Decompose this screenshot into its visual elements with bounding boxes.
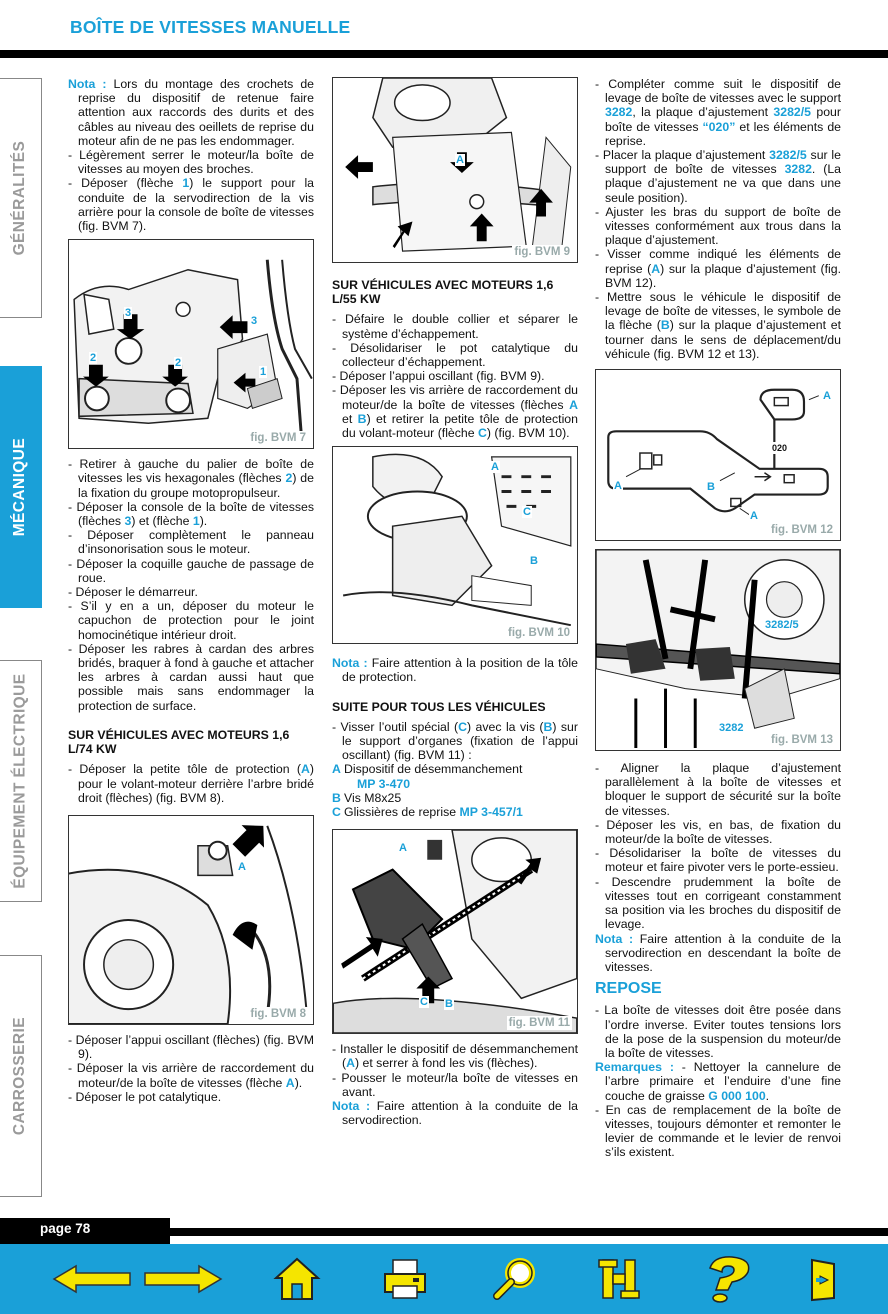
page-title: BOÎTE DE VITESSES MANUELLE (70, 17, 351, 37)
figure-illustration (333, 447, 577, 643)
remarques: Remarques : - Nettoyer la cannelure de l’arbre primaire et l’enduire d’une fine couche de graisse G 000 100. (595, 1060, 841, 1103)
tab-equipement-electrique[interactable] (0, 660, 42, 902)
callout-a: A (399, 842, 407, 855)
list-item: - Déposer l’appui oscillant (fig. BVM 9). (332, 369, 545, 384)
list-item: - Déposer le démarreur. (68, 585, 198, 600)
callout-a: A (238, 860, 246, 873)
list-item: - Déposer la petite tôle de protection (A) pour le volant-moteur derrière l’arbre bridé droit (flèches) (fig. BVM 8). (68, 762, 314, 805)
callout-a: A (614, 480, 622, 493)
list-item: - Descendre prudemment la boîte de vitesses tout en corrigeant constamment sa position via les broches du dispositif de levage. (595, 874, 841, 932)
list-item: - Aligner la plaque d’ajustement parallèlement à la boîte de vitesses et bloquer le support de sécurité sur la boîte de vitesses. (595, 761, 841, 818)
plate-label: 020 (772, 443, 788, 454)
section-heading: SUR VÉHICULES AVEC MOTEURS 1,6 L/74 KW (68, 727, 290, 757)
figure-caption: fig. BVM 10 (508, 627, 570, 640)
navigation-bar (0, 1244, 888, 1314)
exit-icon[interactable] (806, 1254, 840, 1304)
nota: Nota : Faire attention à la conduite de la servodirection. (332, 1099, 578, 1128)
figure-illustration (333, 78, 577, 262)
list-item: - Déposer les rabres à cardan des arbres bridés, braquer à fond à gauche et attacher les arbres à cardan aussi haut que possible mais sans endommager la protection de surface. (68, 641, 314, 713)
callout-2: 2 (90, 352, 97, 365)
tab-generalites[interactable] (0, 78, 42, 318)
section-heading: SUR VÉHICULES AVEC MOTEURS 1,6 L/55 KW (332, 278, 554, 307)
arrow-right-icon[interactable] (143, 1254, 223, 1304)
callout-c: C (420, 996, 428, 1009)
tab-carrosserie[interactable] (0, 955, 42, 1197)
list-item: - Déposer l’appui oscillant (flèches) (fig. BVM 9). (68, 1032, 314, 1062)
callout-b: B (445, 998, 453, 1011)
figure-illustration (69, 816, 313, 1024)
list-item: - Pousser le moteur/la boîte de vitesses en avant. (332, 1070, 578, 1099)
column-2 (332, 77, 578, 1127)
callout-a: A (750, 510, 758, 523)
callout-c: C (523, 506, 531, 519)
list-item: - Désolidariser la boîte de vitesses du moteur et faire pivoter vers le porte-essieu. (595, 846, 841, 875)
figure-bvm-11 (332, 829, 578, 1034)
figure-bvm-13 (595, 549, 841, 751)
list-item: - La boîte de vitesses doit être posée dans l’ordre inverse. Eviter toutes tensions lors de la pose de la suspension du moteur/de la boîte de vitesses. (595, 1003, 841, 1060)
callout-2: 2 (175, 357, 182, 370)
figure-illustration (333, 830, 577, 1033)
list-item: - Déposer les vis, en bas, de fixation du moteur/de la boîte de vitesses. (595, 817, 841, 847)
list-item: - Installer le dispositif de désemmanchement (A) et serrer à fond les vis (flèches). (332, 1042, 578, 1071)
print-icon[interactable] (380, 1254, 430, 1304)
callout-3282-5: 3282/5 (765, 619, 799, 632)
figure-caption: fig. BVM 9 (514, 245, 570, 258)
callout-a: A (823, 390, 831, 403)
list-item: - En cas de remplacement de la boîte de vitesses, toujours démonter et remonter le levier de commande et le levier de renvoi s’ils existent. (595, 1102, 841, 1160)
column-3 (595, 77, 841, 1160)
figure-illustration (596, 370, 840, 540)
nota: Nota : Lors du montage des crochets de reprise du dispositif de retenue faire attention aux raccords des durits et des câbles au niveau des oeillets de reprise du moteur afin de ne pas les endommager. (68, 77, 315, 148)
list-item: - Déposer les vis arrière de raccordement du moteur/de la boîte de vitesses (flèches A et B) et retirer la petite tôle de protection du volant-moteur (flèche C) (fig. BVM 10). (332, 383, 579, 441)
list-item: - Légèrement serrer le moteur/la boîte de vitesses au moyen des broches. (68, 148, 314, 177)
tab-label: GÉNÉRALITÉS (11, 140, 29, 256)
callout-1: 1 (260, 366, 267, 379)
list-item: - Mettre sous le véhicule le dispositif de levage de boîte de vitesses, le symbole de la flèche (B) sur la plaque d’ajustement et tourner dans le sens de déplacement/du véhicule (fig. BVM 12 et 13). (595, 290, 841, 361)
list-item: - S’il y en a un, déposer du moteur le capuchon de protection pour le joint homocinétique intérieur droit. (68, 599, 314, 642)
tab-label: CARROSSERIE (11, 1016, 29, 1136)
list-item: - Compléter comme suit le dispositif de levage de boîte de vitesses avec le support 3282, la plaque d’ajustement 3282/5 pour boîte de vitesses “020” et les éléments de reprise. (595, 77, 842, 148)
callout-3282: 3282 (719, 722, 744, 735)
nota: Nota : Faire attention à la conduite de la servodirection en descendant la boîte de vitesses. (595, 931, 841, 974)
list-item: - Déposer la coquille gauche de passage de roue. (68, 556, 314, 585)
list-item: - Ajuster les bras du support de boîte de vitesses conformément aux trous dans la plaque d’ajustement. (595, 204, 841, 248)
list-item: - Placer la plaque d’ajustement 3282/5 sur le support de boîte de vitesses 3282. (La plaque d’ajustement ne va que dans une seule position). (595, 148, 841, 205)
callout-a: A (456, 154, 464, 166)
callout-b: B (530, 555, 538, 568)
figure-caption: fig. BVM 11 (508, 1017, 570, 1030)
list-item: - Retirer à gauche du palier de boîte de vitesses les vis hexagonales (flèches 2) de la fixation du groupe motopropulseur. (68, 457, 314, 500)
tab-label: MÉCANIQUE (11, 437, 29, 537)
figure-caption: fig. BVM 7 (250, 432, 306, 445)
list-item: - Défaire le double collier et séparer le système d’échappement. (332, 312, 579, 341)
list-item: - Désolidariser le pot catalytique du collecteur d’échappement. (332, 340, 578, 370)
column-1 (68, 77, 314, 1104)
tool-ref: MP 3-470 (357, 776, 411, 791)
list-item: - Visser l’outil spécial (C) avec la vis (B) sur le support d’organes (fixation de l’appui oscillant) (fig. BVM 11) : (332, 719, 578, 763)
figure-illustration (69, 240, 313, 448)
section-heading-repose: REPOSE (595, 980, 662, 998)
list-item: - Visser comme indiqué les éléments de reprise (A) sur la plaque d’ajustement (fig. BVM 12). (595, 247, 841, 290)
nota: Nota : Faire attention à la position de la tôle de protection. (332, 656, 578, 685)
page-number: page 78 (0, 1218, 170, 1244)
list-item: - Déposer complètement le panneau d’insonorisation sous le moteur. (68, 528, 314, 557)
tab-label: ÉQUIPEMENT ÉLECTRIQUE (11, 673, 29, 889)
tool-item-a: A Dispositif de désemmanchement (332, 762, 523, 777)
figure-bvm-9 (332, 77, 578, 263)
callout-3: 3 (251, 315, 258, 328)
search-icon[interactable] (490, 1254, 540, 1304)
figure-bvm-8 (68, 815, 314, 1025)
callout-b: B (707, 481, 715, 494)
figure-bvm-7 (68, 239, 314, 449)
tool-item-c: C Glissières de reprise MP 3-457/1 (332, 805, 523, 820)
help-icon[interactable] (700, 1254, 756, 1304)
list-item: - Déposer (flèche 1) le support pour la conduite de la servodirection de la vis arrière pour la console de boîte de vitesses (fig. BVM 7). (68, 176, 315, 234)
callout-a: A (491, 461, 499, 474)
figure-illustration (596, 550, 840, 750)
list-item: - Déposer la console de la boîte de vitesses (flèches 3) et (flèche 1). (68, 499, 314, 529)
home-icon[interactable] (272, 1254, 322, 1304)
figure-caption: fig. BVM 8 (250, 1007, 306, 1020)
list-item: - Déposer le pot catalytique. (68, 1089, 222, 1104)
callout-3: 3 (125, 307, 132, 320)
arrow-left-icon[interactable] (52, 1254, 132, 1304)
tab-mecanique[interactable] (0, 366, 42, 608)
header-rule (0, 50, 888, 58)
figure-caption: fig. BVM 12 (771, 523, 833, 536)
figure-bvm-12 (595, 369, 841, 541)
tool-item-b: B Vis M8x25 (332, 790, 402, 805)
figure-caption: fig. BVM 13 (771, 733, 833, 746)
list-item: - Déposer la vis arrière de raccordement du moteur/de la boîte de vitesses (flèche A). (68, 1061, 314, 1090)
index-icon[interactable] (594, 1254, 644, 1304)
section-heading: SUITE POUR TOUS LES VÉHICULES (332, 699, 546, 714)
figure-bvm-10 (332, 446, 578, 644)
